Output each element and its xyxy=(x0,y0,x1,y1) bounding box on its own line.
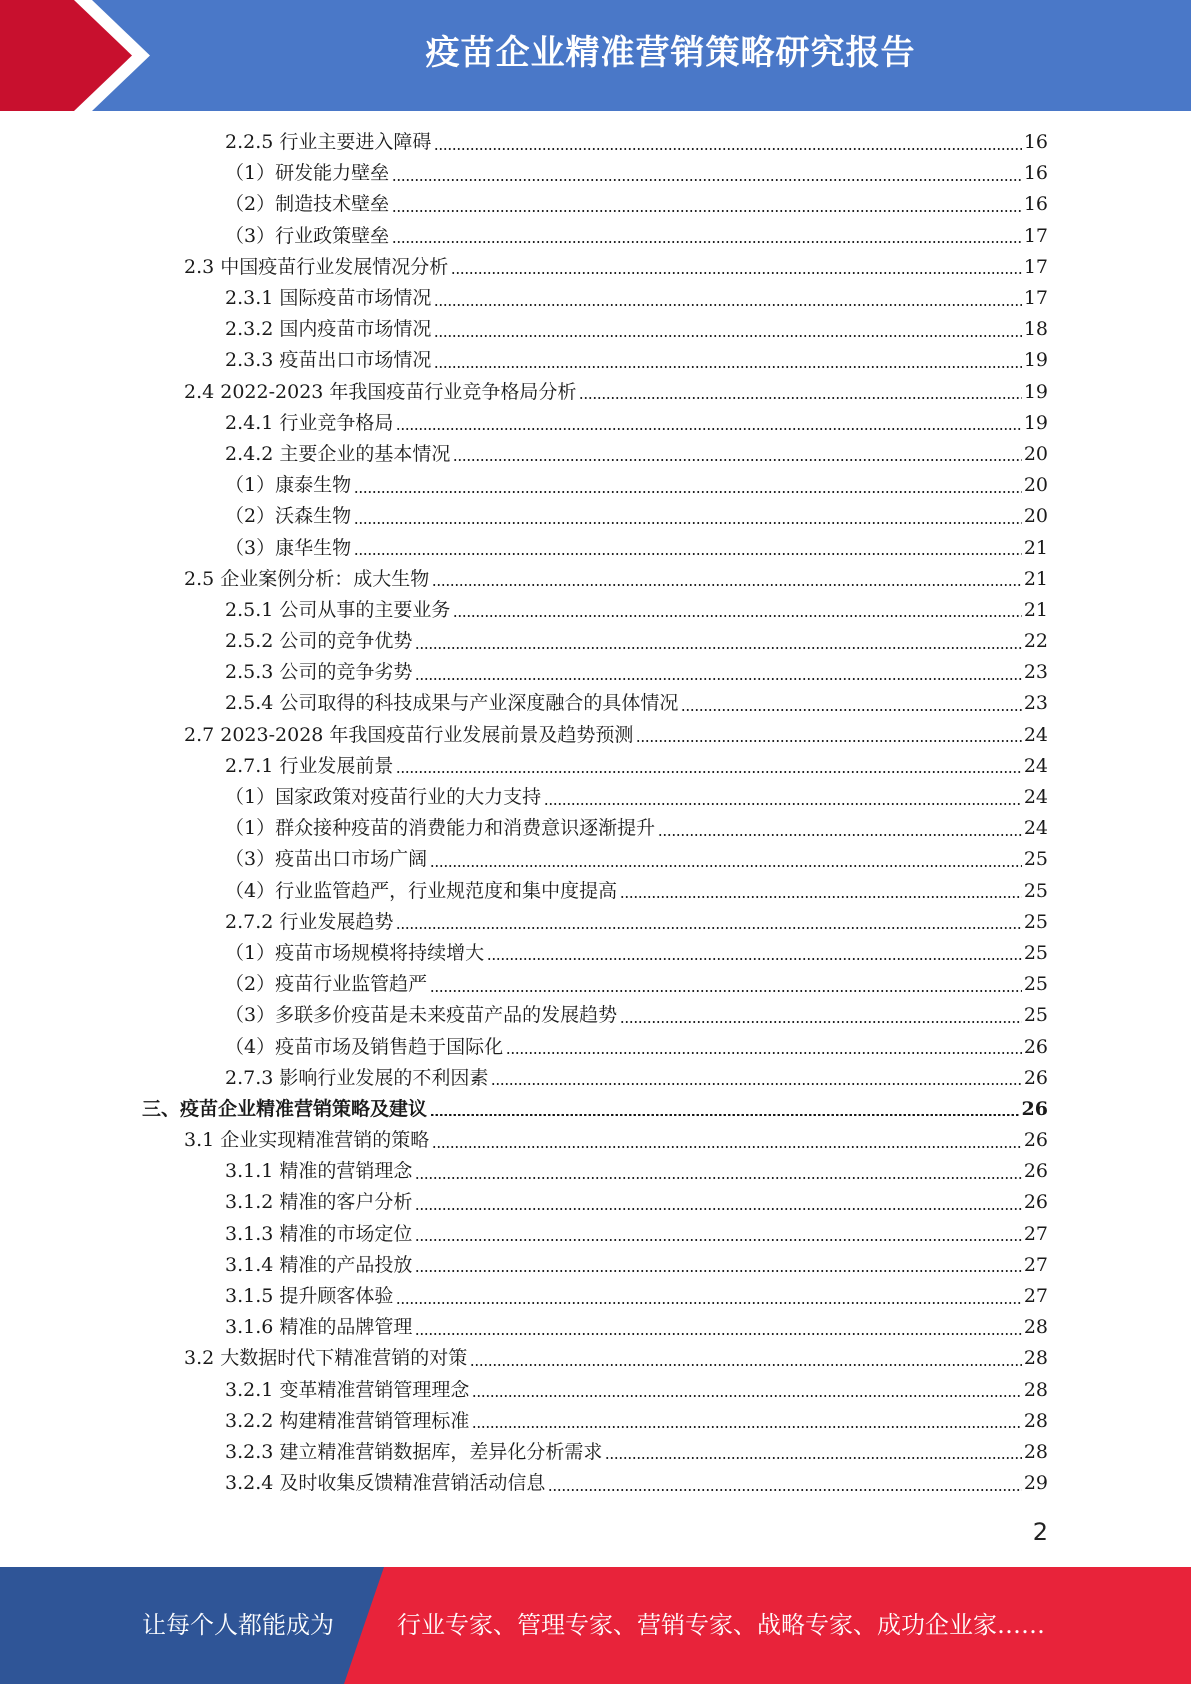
toc-dot-leader xyxy=(605,1457,1021,1459)
toc-entry-title: 3.1.2 精准的客户分析 xyxy=(225,1191,413,1214)
toc-entry-page: 16 xyxy=(1023,162,1048,185)
toc-entry[interactable] xyxy=(0,408,1048,439)
toc-entry-page: 22 xyxy=(1023,630,1048,653)
toc-entry[interactable] xyxy=(0,938,1048,969)
toc-entry-title: 3.1 企业实现精准营销的策略 xyxy=(184,1129,430,1152)
toc-entry-page: 20 xyxy=(1023,442,1048,465)
toc-entry-title: （3）多联多价疫苗是未来疫苗产品的发展趋势 xyxy=(225,1004,618,1027)
toc-entry-title: 3.1.3 精准的市场定位 xyxy=(225,1222,413,1245)
toc-entry-page: 25 xyxy=(1023,941,1048,964)
toc-entry-page: 26 xyxy=(1023,1160,1048,1183)
toc-dot-leader xyxy=(396,428,1021,430)
toc-entry-title: 2.5.4 公司取得的科技成果与产业深度融合的具体情况 xyxy=(225,692,679,715)
toc-entry[interactable] xyxy=(0,969,1048,1000)
toc-entry[interactable] xyxy=(0,532,1048,563)
toc-entry[interactable] xyxy=(0,751,1048,782)
toc-dot-leader xyxy=(453,459,1021,461)
toc-entry-page: 16 xyxy=(1023,193,1048,216)
toc-entry-page: 24 xyxy=(1023,754,1048,777)
toc-entry-page: 28 xyxy=(1023,1440,1048,1463)
toc-entry-title: （1）康泰生物 xyxy=(225,474,352,497)
toc-entry-title: （2）沃森生物 xyxy=(225,505,352,528)
toc-entry-title: 2.7.2 行业发展趋势 xyxy=(225,910,394,933)
toc-entry-page: 27 xyxy=(1023,1253,1048,1276)
toc-entry-page: 24 xyxy=(1023,723,1048,746)
toc-entry[interactable] xyxy=(0,501,1048,532)
toc-entry-title: （3）行业政策壁垒 xyxy=(225,224,390,247)
toc-entry-page: 28 xyxy=(1023,1378,1048,1401)
toc-entry[interactable] xyxy=(0,1375,1048,1406)
toc-dot-leader xyxy=(472,1426,1021,1428)
toc-entry-page: 20 xyxy=(1023,474,1048,497)
toc-entry-page: 28 xyxy=(1023,1316,1048,1339)
toc-entry[interactable] xyxy=(0,1437,1048,1468)
toc-dot-leader xyxy=(506,1052,1022,1054)
toc-entry-title: 2.3.3 疫苗出口市场情况 xyxy=(225,349,432,372)
toc-entry[interactable] xyxy=(0,1312,1048,1343)
toc-entry-title: 2.4.2 主要企业的基本情况 xyxy=(225,442,451,465)
toc-dot-leader xyxy=(392,179,1022,181)
toc-entry-title: 2.5.2 公司的竞争优势 xyxy=(225,630,413,653)
toc-entry-title: （2）疫苗行业监管趋严 xyxy=(225,973,428,996)
toc-dot-leader xyxy=(451,272,1022,274)
toc-dot-leader xyxy=(544,803,1022,805)
toc-dot-leader xyxy=(415,647,1021,649)
toc-entry[interactable] xyxy=(0,283,1048,314)
toc-entry[interactable] xyxy=(0,657,1048,688)
toc-dot-leader xyxy=(430,1114,1020,1116)
toc-entry-title: 3.2.1 变革精准营销管理理念 xyxy=(225,1378,470,1401)
page-number: 2 xyxy=(1032,1518,1048,1546)
toc-entry-title: 2.3 中国疫苗行业发展情况分析 xyxy=(184,255,449,278)
toc-entry-title: 3.1.1 精准的营销理念 xyxy=(225,1160,413,1183)
toc-entry-title: （4）行业监管趋严，行业规范度和集中度提高 xyxy=(225,879,618,902)
toc-dot-leader xyxy=(392,241,1022,243)
page-footer xyxy=(0,1567,1191,1684)
toc-dot-leader xyxy=(415,1239,1021,1241)
toc-entry-page: 24 xyxy=(1023,817,1048,840)
toc-chapter-entry[interactable] xyxy=(0,1094,1048,1125)
toc-entry-page: 25 xyxy=(1023,1004,1048,1027)
toc-dot-leader xyxy=(434,366,1021,368)
toc-entry[interactable] xyxy=(0,189,1048,220)
toc-entry-title: （1）国家政策对疫苗行业的大力支持 xyxy=(225,786,542,809)
toc-dot-leader xyxy=(354,522,1022,524)
toc-entry-title: 3.1.6 精准的品牌管理 xyxy=(225,1316,413,1339)
toc-entry-page: 26 xyxy=(1023,1035,1048,1058)
toc-dot-leader xyxy=(430,990,1022,992)
toc-entry[interactable] xyxy=(0,595,1048,626)
toc-entry[interactable] xyxy=(0,876,1048,907)
toc-dot-leader xyxy=(354,553,1022,555)
toc-dot-leader xyxy=(432,584,1022,586)
toc-dot-leader xyxy=(434,304,1021,306)
toc-entry-page: 29 xyxy=(1023,1472,1048,1495)
toc-entry-page: 18 xyxy=(1023,318,1048,341)
toc-entry[interactable] xyxy=(0,158,1048,189)
toc-dot-leader xyxy=(392,210,1022,212)
toc-entry[interactable] xyxy=(0,844,1048,875)
toc-entry[interactable] xyxy=(0,221,1048,252)
toc-entry[interactable] xyxy=(0,782,1048,813)
toc-entry-title: 2.2.5 行业主要进入障碍 xyxy=(225,131,432,154)
toc-entry-title: 2.5.3 公司的竞争劣势 xyxy=(225,661,413,684)
toc-dot-leader xyxy=(415,1177,1021,1179)
toc-entry[interactable] xyxy=(0,1343,1048,1374)
toc-entry[interactable] xyxy=(0,1125,1048,1156)
toc-entry-page: 19 xyxy=(1023,349,1048,372)
toc-dot-leader xyxy=(396,771,1021,773)
toc-entry[interactable] xyxy=(0,439,1048,470)
toc-entry-page: 27 xyxy=(1023,1285,1048,1308)
page-header xyxy=(0,0,1191,111)
toc-entry-page: 19 xyxy=(1023,411,1048,434)
toc-entry-page: 26 xyxy=(1023,1129,1048,1152)
toc-entry[interactable] xyxy=(0,1187,1048,1218)
toc-entry-title: （3）康华生物 xyxy=(225,536,352,559)
toc-entry-page: 19 xyxy=(1023,380,1048,403)
report-title: 疫苗企业精准营销策略研究报告 xyxy=(425,33,916,73)
toc-entry-title: 2.5.1 公司从事的主要业务 xyxy=(225,598,451,621)
toc-entry-title: 3.2.4 及时收集反馈精准营销活动信息 xyxy=(225,1472,546,1495)
toc-dot-leader xyxy=(681,709,1021,711)
toc-entry[interactable] xyxy=(0,1406,1048,1437)
toc-dot-leader xyxy=(430,865,1022,867)
toc-entry-title: 3.2 大数据时代下精准营销的对策 xyxy=(184,1347,468,1370)
toc-dot-leader xyxy=(354,491,1022,493)
toc-entry-page: 28 xyxy=(1023,1347,1048,1370)
toc-dot-leader xyxy=(453,615,1021,617)
toc-entry-page: 23 xyxy=(1023,661,1048,684)
toc-entry-page: 28 xyxy=(1023,1409,1048,1432)
toc-entry-page: 17 xyxy=(1023,255,1048,278)
footer-slogan-right: 行业专家、管理专家、营销专家、战略专家、成功企业家…… xyxy=(397,1611,1045,1639)
toc-entry-title: 3.1.5 提升顾客体验 xyxy=(225,1285,394,1308)
toc-entry[interactable] xyxy=(0,127,1048,158)
toc-entry[interactable] xyxy=(0,564,1048,595)
toc-entry-page: 25 xyxy=(1023,879,1048,902)
toc-entry[interactable] xyxy=(0,1250,1048,1281)
toc-entry[interactable] xyxy=(0,907,1048,938)
toc-entry-title: 2.7 2023-2028 年我国疫苗行业发展前景及趋势预测 xyxy=(184,723,634,746)
toc-dot-leader xyxy=(487,958,1022,960)
toc-dot-leader xyxy=(636,740,1021,742)
toc-entry[interactable] xyxy=(0,377,1048,408)
toc-entry-title: 2.7.1 行业发展前景 xyxy=(225,754,394,777)
toc-entry[interactable] xyxy=(0,1156,1048,1187)
toc-dot-leader xyxy=(396,927,1021,929)
toc-entry-title: 3.2.2 构建精准营销管理标准 xyxy=(225,1409,470,1432)
toc-entry-title: 3.1.4 精准的产品投放 xyxy=(225,1253,413,1276)
toc-dot-leader xyxy=(658,834,1022,836)
toc-entry-page: 17 xyxy=(1023,287,1048,310)
toc-dot-leader xyxy=(491,1083,1021,1085)
toc-entry[interactable] xyxy=(0,252,1048,283)
toc-entry-page: 17 xyxy=(1023,224,1048,247)
toc-dot-leader xyxy=(434,148,1021,150)
toc-entry[interactable] xyxy=(0,1063,1048,1094)
toc-entry-page: 25 xyxy=(1023,910,1048,933)
toc-dot-leader xyxy=(472,1395,1021,1397)
toc-entry-title: 三、疫苗企业精准营销策略及建议 xyxy=(142,1097,428,1120)
table-of-contents xyxy=(0,127,1191,1499)
toc-entry-title: 3.2.3 建立精准营销数据库，差异化分析需求 xyxy=(225,1440,603,1463)
toc-dot-leader xyxy=(579,397,1021,399)
toc-entry-title: （1）疫苗市场规模将持续增大 xyxy=(225,941,485,964)
toc-dot-leader xyxy=(415,1270,1021,1272)
toc-entry[interactable] xyxy=(0,1031,1048,1062)
toc-entry-title: 2.7.3 影响行业发展的不利因素 xyxy=(225,1066,489,1089)
toc-entry-title: （2）制造技术壁垒 xyxy=(225,193,390,216)
toc-entry-page: 25 xyxy=(1023,848,1048,871)
toc-entry-page: 26 xyxy=(1023,1066,1048,1089)
toc-dot-leader xyxy=(548,1489,1021,1491)
toc-dot-leader xyxy=(432,1146,1022,1148)
toc-entry-title: （3）疫苗出口市场广阔 xyxy=(225,848,428,871)
toc-entry[interactable] xyxy=(0,314,1048,345)
toc-entry-title: 2.3.2 国内疫苗市场情况 xyxy=(225,318,432,341)
toc-entry-title: （4）疫苗市场及销售趋于国际化 xyxy=(225,1035,504,1058)
toc-entry-title: （1）群众接种疫苗的消费能力和消费意识逐渐提升 xyxy=(225,817,656,840)
toc-entry-page: 24 xyxy=(1023,786,1048,809)
toc-entry[interactable] xyxy=(0,470,1048,501)
toc-entry-page: 21 xyxy=(1023,536,1048,559)
toc-dot-leader xyxy=(415,1208,1021,1210)
toc-entry[interactable] xyxy=(0,688,1048,719)
toc-entry[interactable] xyxy=(0,1000,1048,1031)
footer-slogan-left: 让每个人都能成为 xyxy=(142,1611,334,1639)
toc-entry[interactable] xyxy=(0,1468,1048,1499)
toc-entry[interactable] xyxy=(0,626,1048,657)
toc-dot-leader xyxy=(396,1302,1021,1304)
toc-entry-page: 26 xyxy=(1023,1191,1048,1214)
toc-entry[interactable] xyxy=(0,1219,1048,1250)
toc-entry[interactable] xyxy=(0,720,1048,751)
toc-entry-title: 2.4 2022-2023 年我国疫苗行业竞争格局分析 xyxy=(184,380,577,403)
toc-entry-title: 2.4.1 行业竞争格局 xyxy=(225,411,394,434)
toc-entry[interactable] xyxy=(0,345,1048,376)
toc-entry-page: 20 xyxy=(1023,505,1048,528)
toc-dot-leader xyxy=(415,1333,1021,1335)
toc-entry-page: 21 xyxy=(1023,567,1048,590)
toc-dot-leader xyxy=(415,678,1021,680)
toc-entry-page: 16 xyxy=(1023,131,1048,154)
toc-entry[interactable] xyxy=(0,813,1048,844)
toc-entry-title: （1）研发能力壁垒 xyxy=(225,162,390,185)
toc-entry-page: 23 xyxy=(1023,692,1048,715)
toc-entry-page: 27 xyxy=(1023,1222,1048,1245)
toc-entry-page: 25 xyxy=(1023,973,1048,996)
toc-entry[interactable] xyxy=(0,1281,1048,1312)
toc-dot-leader xyxy=(620,896,1022,898)
toc-entry-page: 21 xyxy=(1023,598,1048,621)
toc-entry-title: 2.5 企业案例分析：成大生物 xyxy=(184,567,430,590)
toc-entry-title: 2.3.1 国际疫苗市场情况 xyxy=(225,287,432,310)
toc-dot-leader xyxy=(434,335,1021,337)
toc-entry-page: 26 xyxy=(1021,1097,1048,1120)
toc-dot-leader xyxy=(470,1364,1022,1366)
toc-dot-leader xyxy=(620,1021,1022,1023)
